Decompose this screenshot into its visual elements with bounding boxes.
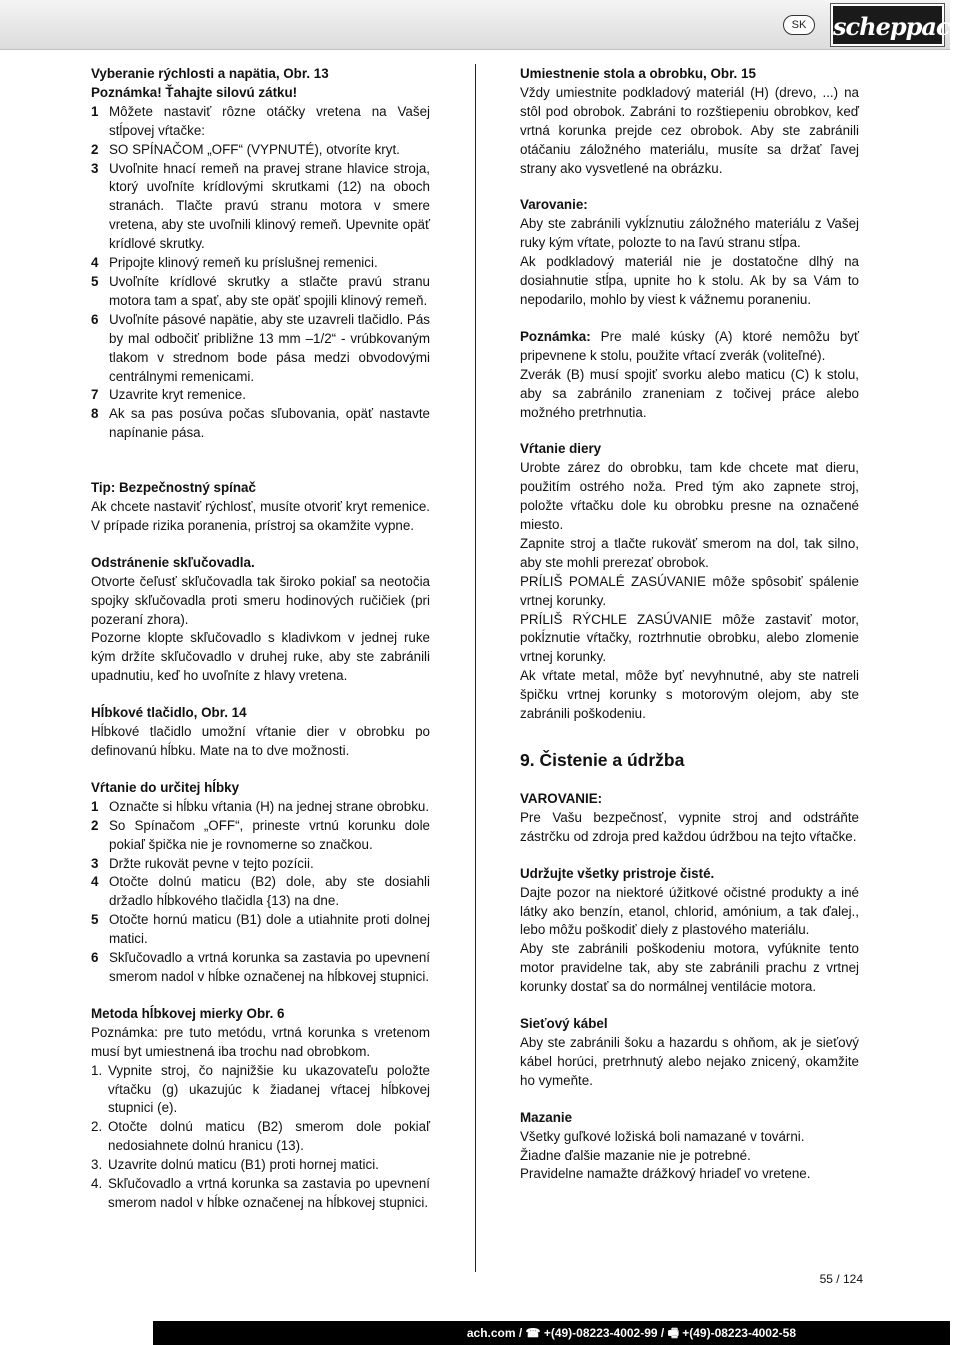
chuck-title: Odstránenie skľučovadla. (91, 554, 255, 570)
list-item: 3 Uvoľnite hnací remeň na pravej strane hlavice stroja, ktorý uvoľníte krídlovými skrutkami (12) na oboch stranách. Tlačte pravú stranu motora v smere vretena, aby ste uvoľnili klinový remeň. Upevnite opäť krídlové skrutky. (91, 160, 430, 252)
gauge-steps (91, 1062, 430, 1213)
clean-title: Udržujte všetky pristroje čisté. (520, 865, 715, 881)
drilling-paragraph: PRÍLIŠ POMALÉ ZASÚVANIE môže spôsobiť spálenie vrtnej korunky. (520, 573, 859, 608)
cable-title: Sieťový kábel (520, 1016, 608, 1032)
list-item: 6 Skľučovadlo a vrtná korunka sa zastavia po upevnení smerom nadol v hĺbke označenej na hĺbkovej stupnici. (91, 950, 430, 984)
list-item: 8 Ak sa pas posúva počas sľubovania, opäť nastavte napínanie pása. (91, 406, 430, 441)
drill-depth-title: Vŕtanie do určitej hĺbky (91, 779, 240, 795)
footer-bar (0, 1321, 950, 1345)
drilling-paragraph: PRÍLIŠ RÝCHLE ZASÚVANIE môže zastaviť motor, pokĺznutie vŕtačky, roztrhnutie obrobku, alebo zlomenie vrtnej korunky. (520, 611, 859, 665)
list-item: 1. Vypnite stroj, čo najnižšie ku ukazovateľu položte vŕtačku (g) ukazujúc k žiadanej vŕtacej hĺbkovej stupnici (e). (91, 1062, 430, 1116)
note-paragraph: Zverák (B) musí spojiť svorku alebo maticu (C) k stolu, aby sa zabránilo zraneniam z točivej práce alebo možného pretrhnutia. (520, 366, 859, 420)
clean-paragraph: Aby ste zabránili poškodeniu motora, vyfúknite tento motor pravidelne tak, aby ste zabránili prachu z vrtnej korunky dostať sa do normálnej ventilácie motora. (520, 941, 859, 995)
page-number: 55 / 124 (819, 1272, 863, 1286)
speed-steps (91, 103, 430, 443)
warning-title: Varovanie: (520, 197, 588, 213)
chuck-paragraph: Pozorne klopte skľučovadlo s kladivkom v jednej ruke kým držíte skľučovadlo v druhej ruke, aby ste zabránili upadnutiu, keď ho uvoľníte z hlavy vretena. (91, 630, 430, 684)
speed-note: Poznámka! Ťahajte silovú zátku! (91, 84, 298, 100)
chuck-paragraph: Otvorte čeľusť skľučovadla tak široko pokiaľ sa neotočia spojky skľučovadla proti smeru hodinových ručičiek (pri pozeraní zhora). (91, 573, 430, 627)
note-label: Poznámka: (520, 328, 591, 344)
list-item: 4 Otočte dolnú maticu (B2) dole, aby ste dosiahli držadlo hĺbkového tlačidla {13) na dne. (91, 874, 430, 909)
table-text: Vždy umiestnite podkladový materiál (H) (drevo, ...) na stôl pod obrobok. Zabráni to rozštiepeniu obrobkov, keď vrtná korunka prejde cez obrobok. Aby ste zabránili otáčaniu záložného materiálu, musíte sa držať ľavej strany ako vysvetlené na obrázku. (520, 84, 859, 176)
left-column (91, 65, 430, 1213)
lube-paragraph: Žiadne ďalšie mazanie nie je potrebné. (520, 1147, 751, 1163)
header-bar (0, 0, 966, 50)
tip-title: Tip: Bezpečnostný spínač (91, 480, 256, 496)
gauge-intro: Poznámka: pre tuto metódu, vrtná korunka s vretenom musí byt umiestnená iba trochu nad obrobkom. (91, 1024, 430, 1059)
maintenance-warning-title: VAROVANIE: (520, 791, 603, 806)
list-item: 1 Označte si hĺbku vŕtania (H) na jednej strane obrobku. (91, 798, 430, 814)
language-badge: SK (783, 15, 815, 35)
list-item: 1 Môžete nastaviť rôzne otáčky vretena na Vašej stĺpovej vŕtačke: (91, 103, 430, 138)
maintenance-warning-text: Pre Vašu bezpečnosť, vypnite stroj and odstráňte zástrčku od zdroja pred každou údržbou na tejto vŕtačke. (520, 809, 859, 844)
drilling-paragraph: Urobte zárez do obrobku, tam kde chcete mat dieru, použitím ostrého noža. Pred tým ako zapnete stroj, položte vŕtačku dole ku obrobku presne na označené miesto. (520, 460, 859, 533)
list-item: 4 Pripojte klinový remeň ku príslušnej remenici. (91, 255, 378, 271)
tip-text: Ak chcete nastaviť rýchlosť, musíte otvoriť kryt remenice. V prípade rizika poranenia, prístroj sa okamžite vypne. (91, 499, 430, 533)
list-item: 3 Držte rukovät pevne v tejto pozícii. (91, 855, 314, 871)
list-item: 2. Otočte dolnú maticu (B2) smerom dole pokiaľ nedosiahnete dolnú hranicu (13). (91, 1119, 430, 1154)
column-divider (475, 64, 476, 1272)
gauge-title: Metoda hĺbkovej mierky Obr. 6 (91, 1005, 285, 1021)
drilling-paragraph: Ak vŕtate metal, môže byť nevyhnutné, aby ste natreli špičku vrtnej korunky s motorovým olejom, aby ste zabránili poškodeniu. (520, 668, 859, 722)
depth-title: Hĺbkové tlačidlo, Obr. 14 (91, 705, 247, 721)
depth-text: Hĺbkové tlačidlo umožní vŕtanie dier v obrobku po definovanú hĺbku. Mate na to dve možnosti. (91, 724, 430, 758)
list-item: 7 Uzavrite kryt remenice. (91, 387, 246, 403)
lube-paragraph: Pravidelne namažte drážkový hriadeľ vo vretene. (520, 1166, 811, 1182)
warning-paragraph: Aby ste zabránili vykĺznutiu záložného materiálu z Vašej ruky kým vŕtate, polozte to na ľavú stranu stĺpa. (520, 216, 859, 251)
cable-text: Aby ste zabránili šoku a hazardu s ohňom, ak je sieťový kábel horúci, pretrhnutý alebo nejako znicený, okamžite ho vymeňte. (520, 1034, 859, 1088)
footer-contact: ach.com / ☎ +(49)-08223-4002-99 / 🖷 +(49)-08223-4002-58 (466, 1326, 796, 1340)
table-title: Umiestnenie stola a obrobku, Obr. 15 (520, 66, 756, 81)
list-item: 6 Uvoľníte pásové napätie, aby ste uzavreli tlačidlo. Pás by mal odbočiť približne 13 mm –1/2“ - vrúbkovaným tlakom v strednom bode pása medzi obvodovými centrálnymi remenicami. (91, 311, 430, 384)
list-item: 2 SO SPÍNAČOM „OFF“ (VYPNUTÉ), otvoríte kryt. (91, 141, 400, 157)
list-item: 2 So Spínačom „OFF“, prineste vrtnú korunku dole pokiaľ špička nie je rovnomerne so značkou. (91, 817, 430, 852)
speed-title: Vyberanie rýchlosti a napätia, Obr. 13 (91, 66, 329, 81)
list-item: 4. Skľučovadlo a vrtná korunka sa zastavia po upevnení smerom nadol v hĺbke označenej na hĺbkovej stupnici. (91, 1176, 430, 1210)
drill-depth-steps (91, 798, 430, 987)
drilling-title: Vŕtanie diery (520, 441, 602, 457)
right-column (520, 65, 859, 1184)
list-item: 5 Otočte hornú maticu (B1) dole a utiahnite proti dolnej matici. (91, 912, 430, 947)
drilling-paragraph: Zapnite stroj a tlačte rukoväť smerom na dol, tak silno, aby ste mohli prerezať obrobok. (520, 535, 859, 570)
list-item: 3. Uzavrite dolnú maticu (B1) proti hornej matici. (91, 1157, 379, 1173)
footer-blank (0, 1321, 153, 1345)
lube-paragraph: Všetky guľkové ložiská boli namazané v továrni. (520, 1128, 805, 1144)
lube-title: Mazanie (520, 1109, 573, 1125)
list-item: 5 Uvoľníte krídlové skrutky a stlačte pravú stranu motora tam a spať, aby ste opäť spojili klinový remeň. (91, 273, 430, 308)
section-9-title: 9. Čistenie a údržba (520, 750, 685, 770)
clean-paragraph: Dajte pozor na niektoré úžitkové očistné produkty a iné látky ako benzín, etanol, chlorid, amónium, a tak ďalej., lebo môžu poškodiť diely z plastového materiálu. (520, 884, 859, 938)
note-paragraph: Poznámka: Pre malé kúsky (A) ktoré nemôžu byť pripevnene k stolu, použite vŕtací zverák (voliteľné). (520, 328, 859, 363)
brand-logo: scheppach (831, 4, 944, 46)
warning-paragraph: Ak podkladový materiál nie je dostatočne dlhý na dosiahnutie stĺpa, upnite ho k stolu. Ak by sa Vám to nepodarilo, mohlo by viest k vážnemu poraneniu. (520, 254, 859, 307)
